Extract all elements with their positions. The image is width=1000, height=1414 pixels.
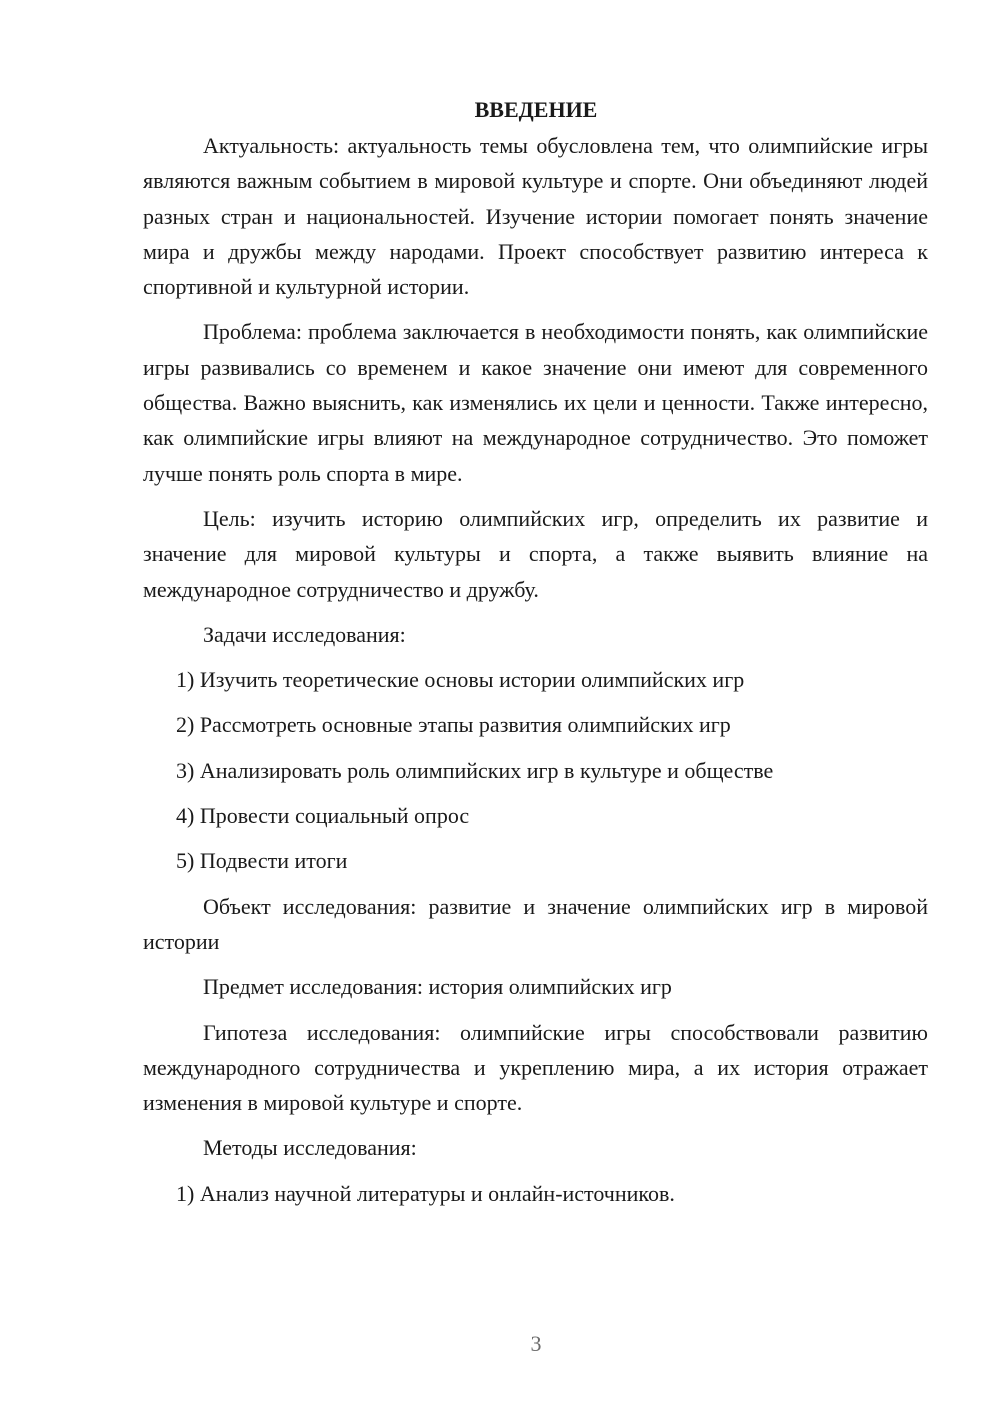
page-number: 3: [530, 1331, 542, 1356]
paragraph-subject: Предмет исследования: история олимпийских игр: [203, 974, 672, 1000]
paragraph-goal: Цель: изучить историю олимпийских игр, определить их развитие и значение для мировой культуры и спорта, а также выявить влияние на международное сотрудничество и дружбу.: [143, 505, 928, 602]
paragraph-hypothesis: Гипотеза исследования: олимпийские игры способствовали развитию международного сотрудничества и укреплению мира, а их история отражает изменения в мировой культуре и спорте.: [143, 1019, 928, 1116]
paragraph-problem: Проблема: проблема заключается в необходимости понять, как олимпийские игры развивались со временем и какое значение они имеют для современного общества. Важно выяснить, как изменялись их цели и ценности. Также интересно, как олимпийские игры влияют на международное сотрудничество. Это поможет лучше понять роль спорта в мире.: [143, 319, 928, 486]
paragraph-relevance: Актуальность: актуальность темы обусловлена тем, что олимпийские игры являются важным событием в мировой культуре и спорте. Они объединяют людей разных стран и национальностей. Изучение истории помогает понять значение мира и дружбы между народами. Проект способствует развитию интереса к спортивной и культурной истории.: [143, 133, 928, 300]
task-item-4: 4) Провести социальный опрос: [176, 803, 470, 829]
task-item-2: 2) Рассмотреть основные этапы развития олимпийских игр: [176, 712, 731, 738]
section-title: ВВЕДЕНИЕ: [474, 97, 598, 122]
method-item-1: 1) Анализ научной литературы и онлайн-источников.: [176, 1180, 675, 1206]
paragraph-object: Объект исследования: развитие и значение олимпийских игр в мировой истории: [143, 893, 928, 954]
task-item-1: 1) Изучить теоретические основы истории олимпийских игр: [176, 667, 745, 693]
task-item-5: 5) Подвести итоги: [176, 848, 348, 874]
task-item-3: 3) Анализировать роль олимпийских игр в культуре и обществе: [176, 757, 774, 783]
methods-heading: Методы исследования:: [203, 1135, 417, 1161]
tasks-heading: Задачи исследования:: [203, 621, 406, 647]
page-content: [143, 92, 928, 1211]
